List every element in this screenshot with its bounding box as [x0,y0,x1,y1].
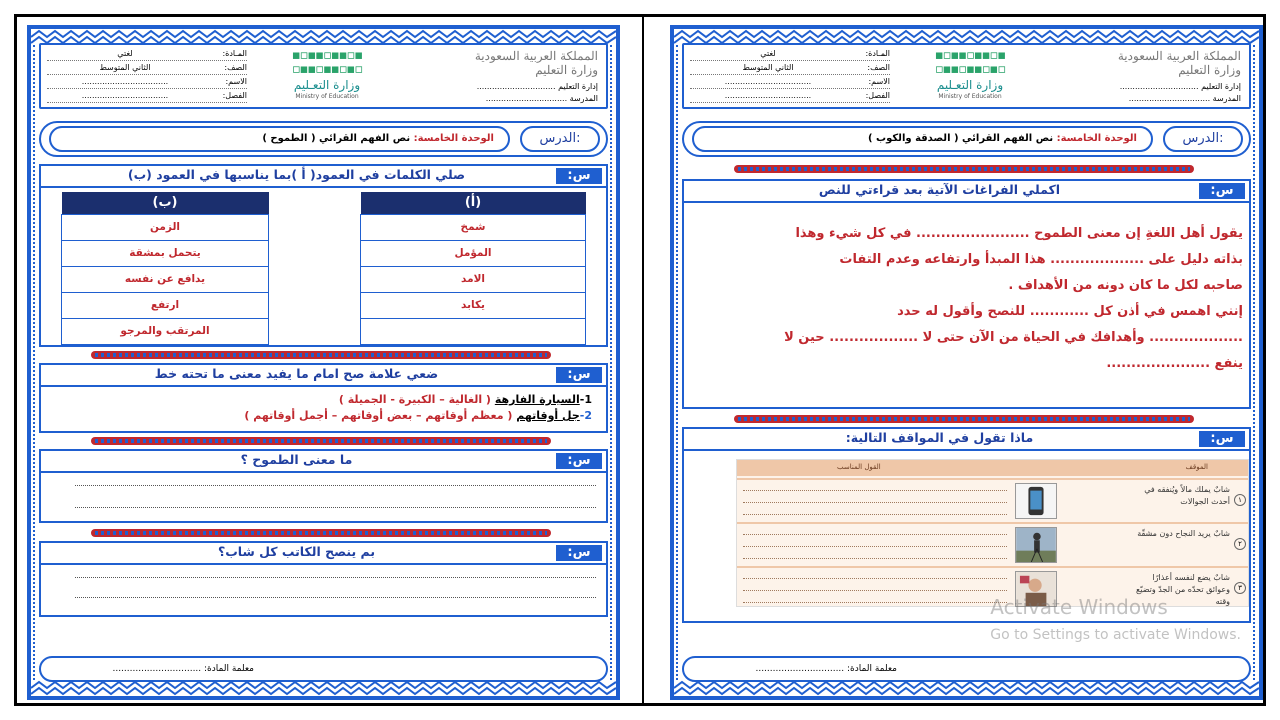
answer-line[interactable] [743,490,1007,491]
grade-value: الثاني المتوسط [99,63,151,72]
class-value: .................................. [81,91,169,100]
phone-icon [1015,483,1057,519]
name-value: .................................. [724,77,812,86]
situations-table [736,459,1249,607]
choice-options[interactable]: ( معظم أوقاتهم – بعض أوقاتهم – أجمل أوقاتهم ) [244,409,513,422]
lesson-title [692,126,1153,152]
lesson-title [49,126,510,152]
situation-text: شابٌ يملك مالاً ويُنفقه في أحدث الجوالات [1144,485,1230,506]
grade-value: الثاني المتوسط [742,63,794,72]
student-info [47,47,247,103]
ministry-name-en: Ministry of Education [938,93,1002,100]
bead-divider [91,529,551,537]
question-text: اكملي الفراغات الآتية بعد قراءتي للنص [818,182,1061,197]
grade-label: الصف: [867,63,890,72]
column-b-item[interactable]: يتحمل بمشقة [62,240,269,266]
question-text: ماذا تقول في المواقف التالية: [845,430,1034,445]
answer-line[interactable] [75,507,596,508]
question-3-box [39,449,608,523]
class-label: الفصل: [222,91,247,100]
lesson-tag: الدرس: [520,126,600,152]
header-box [39,43,608,109]
teacher-signature-bar [682,656,1251,682]
answer-line[interactable] [743,534,1007,535]
side-border-right [1253,45,1259,680]
kingdom-block [1061,49,1241,105]
kingdom-block [418,49,598,105]
question-1-box [682,179,1251,409]
situation-header: الموقف [1185,463,1208,471]
paragraph-line: إنني اهمس في أذن كل ............ للنصح وأقول له حدد [897,304,1243,319]
lesson-name: نص الفهم القرائي ( الصدقة والكوب ) [868,133,1054,144]
column-b-item[interactable]: ارتفع [62,292,269,318]
item-number: 2- [579,409,592,422]
answer-line[interactable] [743,546,1007,547]
ministry-logo [910,49,1030,105]
paragraph-line: صاحبه لكل ما كان دونه من الأهداف . [1008,278,1243,293]
worksheet-page [14,14,1266,706]
activation-watermark [990,593,1241,649]
row-number: ٢ [1234,538,1246,550]
question-1-box [39,164,608,347]
column-a-table [360,192,586,345]
answer-line[interactable] [75,597,596,598]
choice-item-2 [41,409,606,422]
question-text: صلي الكلمات في العمود( أ )بما يناسبها في العمود (ب) [127,167,466,182]
column-a-item[interactable]: شمخ [361,214,586,240]
question-text: ما معنى الطموح ؟ [240,452,353,467]
ministry-calligraphy: وزارة التعليم [1178,63,1241,77]
teacher-label: معلمة المادة: ............................... [112,664,254,674]
bead-divider [91,437,551,445]
class-label: الفصل: [865,91,890,100]
question-4-box [39,541,608,617]
column-a-item[interactable]: الامد [361,266,586,292]
moe-logo-icon: ▪▫▪▪▫▪▪▫▪ ▫▪▪▫▪▪▫▪▫ [934,48,1006,77]
kingdom-name: المملكة العربية السعودية [474,49,598,63]
situation-row [737,522,1248,564]
education-admin: إدارة التعليم ............................... [1119,82,1241,91]
lesson-bar [682,121,1251,157]
name-label: الاسم: [868,77,890,86]
situation-text: شابٌ يريد النجاح دون مشقّة [1137,529,1230,538]
watermark-subtitle: Go to Settings to activate Windows. [990,627,1241,643]
lesson-tag: الدرس: [1163,126,1243,152]
question-label: س: [556,367,602,383]
class-value: .................................. [724,91,812,100]
subject-label: المـادة: [222,49,247,58]
answer-line[interactable] [743,578,1007,579]
question-label: س: [1199,183,1245,199]
ministry-calligraphy: وزارة التعليم [535,63,598,77]
column-b-table [61,192,269,345]
answer-line[interactable] [743,558,1007,559]
underlined-word: السيارة الفارهة [494,393,580,406]
ministry-name-ar: وزارة التعـليم [293,78,361,92]
situation-text: شابٌ يضع لنفسه أعذارًا وعوائق تحدّه من الجدّ وتضيّع وقته [1136,573,1230,606]
school-name: المدرسة ................................ [485,94,598,103]
school-name: المدرسة ................................ [1128,94,1241,103]
column-b-item[interactable]: الزمن [62,214,269,240]
question-text: ضعي علامة صح امام ما يفيد معنى ما تحته خط [154,366,439,381]
subject-label: المـادة: [865,49,890,58]
education-admin: إدارة التعليم ............................... [476,82,598,91]
ministry-logo [267,49,387,105]
bead-divider [734,165,1194,173]
question-text: بم ينصح الكاتب كل شاب؟ [217,544,376,559]
row-number: ١ [1234,494,1246,506]
bead-divider [734,415,1194,423]
choice-item-1 [41,393,606,406]
watermark-title: Activate Windows [990,595,1168,619]
kingdom-name: المملكة العربية السعودية [1117,49,1241,63]
answer-line[interactable] [75,485,596,486]
column-a-item[interactable]: المؤمل [361,240,586,266]
answer-line[interactable] [75,577,596,578]
column-a-item[interactable] [361,318,586,344]
name-label: الاسم: [225,77,247,86]
ministry-name-en: Ministry of Education [295,93,359,100]
column-b-item[interactable]: يدافع عن نفسه [62,266,269,292]
ministry-name-ar: وزارة التعـليم [936,78,1004,92]
side-border-right [610,45,616,680]
row-number: ٣ [1234,582,1246,594]
fill-blank-paragraph[interactable] [690,221,1243,377]
subject-value: لغتي [760,49,776,58]
column-b-header: (ب) [62,192,269,214]
moe-logo-icon: ▪▫▪▪▫▪▪▫▪ ▫▪▪▫▪▪▫▪▫ [291,48,363,77]
saying-header: القول المناسب [837,463,881,471]
question-label: س: [556,453,602,469]
answer-line[interactable] [743,514,1007,515]
bead-divider [91,351,551,359]
choice-options[interactable]: ( الغالية – الكبيرة - الجميلة ) [338,393,491,406]
left-worksheet [27,25,620,700]
question-label: س: [556,545,602,561]
situation-row [737,478,1248,520]
header-box [682,43,1251,109]
paragraph-line: يقول أهل اللغةِ إن معنى الطموح ....................... في كل شيء وهذا [795,226,1243,241]
photographer-icon [1015,527,1057,563]
question-2-box [39,363,608,433]
teacher-signature-bar [39,656,608,682]
zigzag-border-bottom [674,680,1259,696]
page-divider [642,17,644,703]
question-label: س: [556,168,602,184]
lesson-name: نص الفهم القرائي ( الطموح ) [262,133,411,144]
teacher-label: معلمة المادة: ............................... [755,664,897,674]
answer-line[interactable] [743,590,1007,591]
grade-label: الصف: [224,63,247,72]
name-value: .................................. [81,77,169,86]
column-b-item[interactable]: المرتقب والمرجو [62,318,269,344]
student-info [690,47,890,103]
answer-line[interactable] [743,602,1007,603]
paragraph-line: ................... وأهدافك في الحياة من الآن حتى لا .................. حين لا [784,330,1243,345]
question-label: س: [1199,431,1245,447]
unit-label: الوحدة الخامسة: [1056,133,1137,144]
item-number: 1- [579,393,592,406]
column-a-item[interactable]: يكابد [361,292,586,318]
paragraph-line: بذاته دليل على ................... هذا المبدأ وارتفاعه وعدم التفات [839,252,1243,267]
lesson-bar [39,121,608,157]
column-a-header: (أ) [361,192,586,214]
subject-value: لغتي [117,49,133,58]
unit-label: الوحدة الخامسة: [413,133,494,144]
underlined-word: جل أوقاتهم [516,409,580,422]
answer-line[interactable] [743,502,1007,503]
zigzag-border-bottom [31,680,616,696]
paragraph-line: ينفع ..................... [1106,356,1243,371]
